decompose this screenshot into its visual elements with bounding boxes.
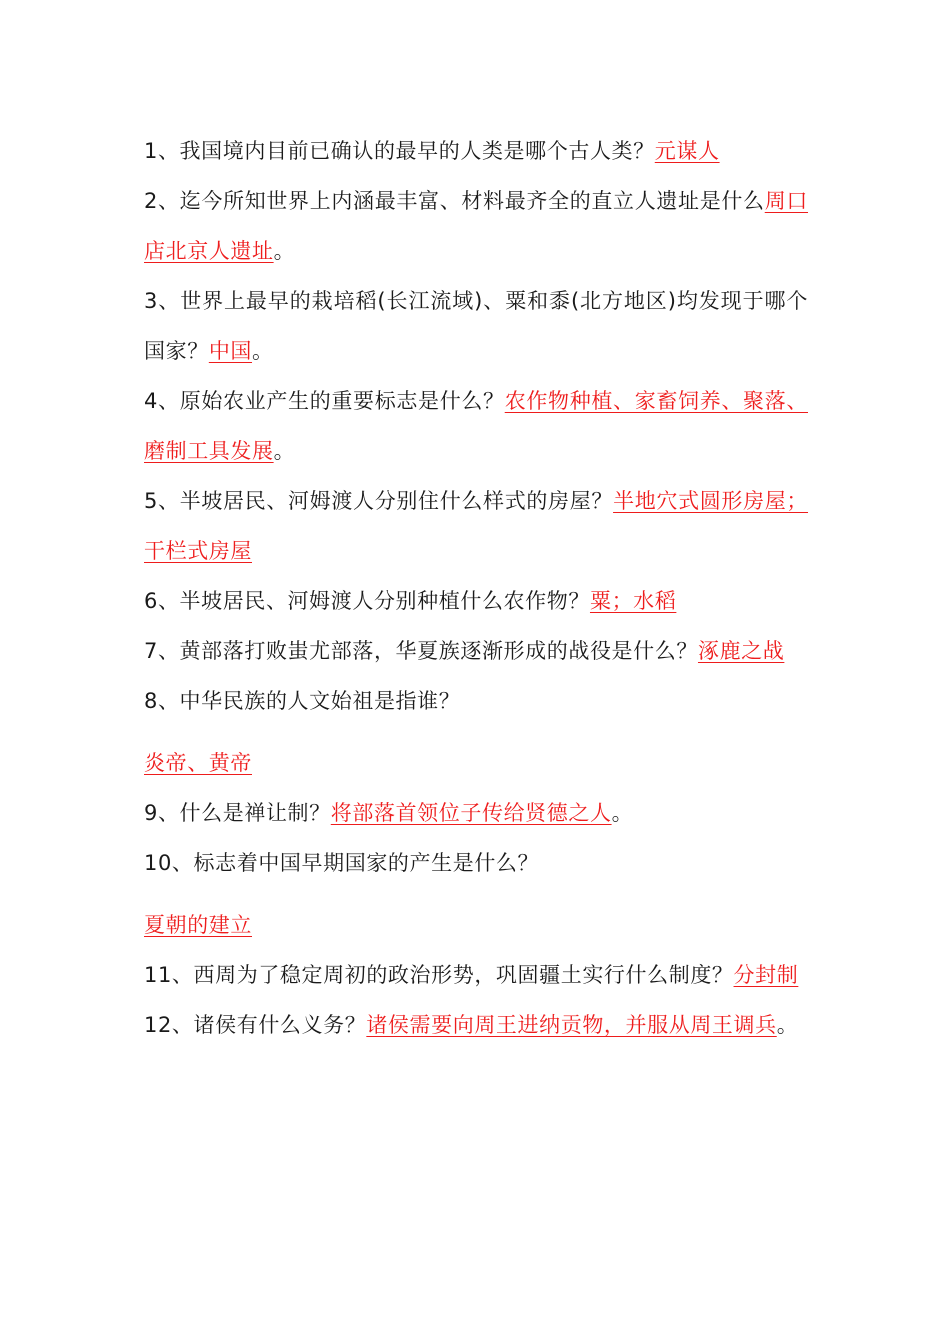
answer-10: 夏朝的建立	[144, 913, 252, 937]
question-2: 2、迄今所知世界上内涵最丰富、材料最齐全的直立人遗址是什么	[144, 189, 765, 213]
answer-8: 炎帝、黄帝	[144, 751, 252, 775]
qa-item-6	[144, 576, 808, 626]
qa-item-10-answer-line	[144, 900, 808, 950]
question-5: 5、半坡居民、河姆渡人分别住什么样式的房屋？	[144, 489, 614, 513]
question-10: 10、标志着中国早期国家的产生是什么？	[144, 851, 540, 875]
answer-6: 粟；水稻	[589, 589, 677, 613]
question-4: 4、原始农业产生的重要标志是什么？	[144, 389, 505, 413]
qa-item-5	[144, 476, 808, 576]
question-9: 9、什么是禅让制？	[144, 801, 331, 825]
qa-item-7	[144, 626, 808, 676]
tail-2: 。	[273, 239, 296, 263]
answer-5: 半地穴式圆形房屋；干栏式房屋	[144, 489, 809, 563]
qa-item-3	[144, 276, 808, 376]
tail-9: 。	[611, 801, 634, 825]
answer-11: 分封制	[733, 963, 799, 987]
question-3: 3、世界上最早的栽培稻(长江流域)、粟和黍(北方地区)均发现于哪个国家？	[144, 289, 808, 363]
tail-3: 。	[252, 339, 274, 363]
answer-7: 涿鹿之战	[697, 639, 785, 663]
question-1: 1、我国境内目前已确认的最早的人类是哪个古人类？	[144, 139, 655, 163]
question-12: 12、诸侯有什么义务？	[144, 1013, 367, 1037]
question-7: 7、黄部落打败蚩尤部落，华夏族逐渐形成的战役是什么？	[144, 639, 698, 663]
qa-item-8	[144, 676, 808, 726]
qa-item-11	[144, 950, 808, 1000]
answer-4: 农作物种植、家畜饲养、聚落、磨制工具发展	[144, 389, 808, 463]
answer-3: 中国	[208, 339, 253, 363]
question-11: 11、西周为了稳定周初的政治形势，巩固疆土实行什么制度？	[144, 963, 734, 987]
question-8: 8、中华民族的人文始祖是指谁？	[144, 689, 461, 713]
question-6: 6、半坡居民、河姆渡人分别种植什么农作物？	[144, 589, 590, 613]
tail-4: 。	[273, 439, 296, 463]
tail-12: 。	[776, 1013, 799, 1037]
qa-item-1	[144, 126, 808, 176]
answer-12: 诸侯需要向周王进纳贡物，并服从周王调兵	[366, 1013, 777, 1037]
qa-list	[144, 126, 808, 1050]
answer-9: 将部落首领位子传给贤德之人	[330, 801, 612, 825]
answer-1: 元谋人	[654, 139, 720, 163]
qa-item-9	[144, 788, 808, 838]
qa-item-12	[144, 1000, 808, 1050]
qa-item-2	[144, 176, 808, 276]
qa-item-4	[144, 376, 808, 476]
qa-item-10	[144, 838, 808, 888]
qa-item-8-answer-line	[144, 738, 808, 788]
answer-2: 周口店北京人遗址	[144, 189, 809, 263]
